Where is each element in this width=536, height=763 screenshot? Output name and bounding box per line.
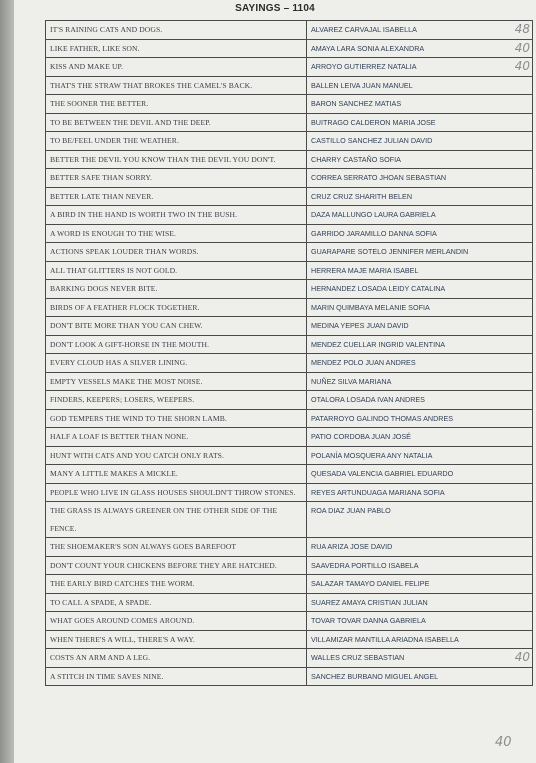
student-name-cell xyxy=(307,593,533,612)
saying-cell: WHEN THERE'S A WILL, THERE'S A WAY. xyxy=(46,630,307,649)
student-name-cell xyxy=(307,538,533,557)
table-row xyxy=(46,465,533,484)
table-row xyxy=(46,76,533,95)
saying-cell: DON'T BITE MORE THAN YOU CAN CHEW. xyxy=(46,317,307,336)
student-name: CHARRY CASTAÑO SOFIA xyxy=(311,154,401,164)
table-row xyxy=(46,95,533,114)
student-name: MEDINA YEPES JUAN DAVID xyxy=(311,321,409,330)
student-name-cell xyxy=(307,465,533,484)
saying-cell: THE GRASS IS ALWAYS GREENER ON THE OTHER SIDE OF THE FENCE. xyxy=(46,502,307,538)
table-row xyxy=(46,446,533,465)
sayings-table xyxy=(45,20,533,686)
student-name-cell xyxy=(307,261,533,280)
handwritten-grade: 48 xyxy=(514,22,530,36)
student-name: SANCHEZ BURBANO MIGUEL ANGEL xyxy=(311,671,439,681)
student-name-cell xyxy=(307,206,533,225)
student-name: BALLEN LEIVA JUAN MANUEL xyxy=(311,80,413,90)
student-name-cell xyxy=(307,224,533,243)
saying-cell: HUNT WITH CATS AND YOU CATCH ONLY RATS. xyxy=(46,446,307,465)
student-name-cell xyxy=(307,354,533,373)
saying-cell: A WORD IS ENOUGH TO THE WISE. xyxy=(46,224,307,243)
table-row xyxy=(46,187,533,206)
student-name-cell xyxy=(307,187,533,206)
table-row xyxy=(46,335,533,354)
saying-cell: TO CALL A SPADE, A SPADE. xyxy=(46,593,307,612)
saying-cell: DON'T COUNT YOUR CHICKENS BEFORE THEY ARE HATCHED. xyxy=(46,556,307,575)
student-name-cell xyxy=(307,335,533,354)
student-name: BARON SANCHEZ MATIAS xyxy=(311,99,402,108)
student-name-cell xyxy=(307,58,533,77)
saying-cell: BARKING DOGS NEVER BITE. xyxy=(46,280,307,299)
table-row xyxy=(46,428,533,447)
student-name-cell xyxy=(307,409,533,428)
table-row xyxy=(46,556,533,575)
student-name: HERNANDEZ LOSADA LEIDY CATALINA xyxy=(311,284,446,293)
saying-cell: EMPTY VESSELS MAKE THE MOST NOISE. xyxy=(46,372,307,391)
saying-cell: COSTS AN ARM AND A LEG. xyxy=(46,649,307,668)
student-name-cell xyxy=(307,446,533,465)
table-row xyxy=(46,630,533,649)
saying-cell: MANY A LITTLE MAKES A MICKLE. xyxy=(46,465,307,484)
saying-cell: GOD TEMPERS THE WIND TO THE SHORN LAMB. xyxy=(46,409,307,428)
student-name-cell xyxy=(307,169,533,188)
saying-cell: WHAT GOES AROUND COMES AROUND. xyxy=(46,612,307,631)
student-name-cell xyxy=(307,649,533,668)
table-row xyxy=(46,280,533,299)
table-row xyxy=(46,483,533,502)
saying-cell: THE SOONER THE BETTER. xyxy=(46,95,307,114)
student-name-cell xyxy=(307,317,533,336)
saying-cell: DON'T LOOK A GIFT-HORSE IN THE MOUTH. xyxy=(46,335,307,354)
student-name-cell xyxy=(307,502,533,538)
student-name-cell xyxy=(307,76,533,95)
student-name-cell xyxy=(307,391,533,410)
saying-cell: PEOPLE WHO LIVE IN GLASS HOUSES SHOULDN'T THROW STONES. xyxy=(46,483,307,502)
table-row xyxy=(46,243,533,262)
student-name: GARRIDO JARAMILLO DANNA SOFIA xyxy=(311,228,437,238)
table-row xyxy=(46,132,533,151)
saying-cell: EVERY CLOUD HAS A SILVER LINING. xyxy=(46,354,307,373)
student-name: DAZA MALLUNGO LAURA GABRIELA xyxy=(311,210,436,219)
table-row xyxy=(46,575,533,594)
table-row xyxy=(46,169,533,188)
table-row xyxy=(46,354,533,373)
saying-cell: BETTER LATE THAN NEVER. xyxy=(46,187,307,206)
student-name: MENDEZ POLO JUAN ANDRES xyxy=(311,358,416,367)
handwritten-grade: 40 xyxy=(514,59,530,73)
student-name: OTALORA LOSADA IVAN ANDRES xyxy=(311,395,425,404)
student-name: ARROYO GUTIERREZ NATALIA xyxy=(311,62,417,71)
student-name: VILLAMIZAR MANTILLA ARIADNA ISABELLA xyxy=(311,634,459,644)
saying-cell: A STITCH IN TIME SAVES NINE. xyxy=(46,667,307,686)
handwritten-grade: 40 xyxy=(514,40,530,55)
table-row xyxy=(46,261,533,280)
student-name: SUAREZ AMAYA CRISTIAN JULIAN xyxy=(311,597,428,607)
student-name-cell xyxy=(307,612,533,631)
student-name: PATIO CORDOBA JUAN JOSÉ xyxy=(311,432,411,441)
saying-cell: BETTER SAFE THAN SORRY. xyxy=(46,169,307,188)
student-name-cell xyxy=(307,280,533,299)
table-row xyxy=(46,538,533,557)
saying-cell: HALF A LOAF IS BETTER THAN NONE. xyxy=(46,428,307,447)
student-name: CRUZ CRUZ SHARITH BELEN xyxy=(311,191,413,201)
table-row xyxy=(46,21,533,40)
student-name: AMAYA LARA SONIA ALEXANDRA xyxy=(311,43,425,53)
table-row xyxy=(46,649,533,668)
student-name: PATARROYO GALINDO THOMAS ANDRES xyxy=(311,413,454,423)
student-name: MENDEZ CUELLAR INGRID VALENTINA xyxy=(311,339,446,349)
student-name: CASTILLO SANCHEZ JULIAN DAVID xyxy=(311,136,433,145)
table-row xyxy=(46,298,533,317)
student-name-cell xyxy=(307,243,533,262)
table-row xyxy=(46,502,533,538)
table-row xyxy=(46,113,533,132)
saying-cell: IT'S RAINING CATS AND DOGS. xyxy=(46,21,307,40)
handwritten-grade: 40 xyxy=(514,650,530,664)
student-name: QUESADA VALENCIA GABRIEL EDUARDO xyxy=(311,469,454,478)
saying-cell: BETTER THE DEVIL YOU KNOW THAN THE DEVIL YOU DON'T. xyxy=(46,150,307,169)
student-name: CORREA SERRATO JHOAN SEBASTIAN xyxy=(311,173,447,182)
saying-cell: THE EARLY BIRD CATCHES THE WORM. xyxy=(46,575,307,594)
student-name-cell xyxy=(307,630,533,649)
table-row xyxy=(46,667,533,686)
saying-cell: THAT'S THE STRAW THAT BROKES THE CAMEL'S BACK. xyxy=(46,76,307,95)
table-row xyxy=(46,372,533,391)
student-name-cell xyxy=(307,372,533,391)
table-row xyxy=(46,317,533,336)
document-title: SAYINGS – 1104 xyxy=(235,3,315,14)
student-name-cell xyxy=(307,556,533,575)
saying-cell: THE SHOEMAKER'S SON ALWAYS GOES BAREFOOT xyxy=(46,538,307,557)
handwritten-grade: 40 xyxy=(495,735,512,750)
table-row xyxy=(46,224,533,243)
student-name: POLANÍA MOSQUERA ANY NATALIA xyxy=(311,450,433,460)
student-name-cell xyxy=(307,428,533,447)
student-name-cell xyxy=(307,132,533,151)
saying-cell: BIRDS OF A FEATHER FLOCK TOGETHER. xyxy=(46,298,307,317)
student-name-cell xyxy=(307,150,533,169)
table-row xyxy=(46,391,533,410)
sayings-table-body xyxy=(46,21,533,686)
student-name: HERRERA MAJE MARIA ISABEL xyxy=(311,265,419,275)
student-name: BUITRAGO CALDERON MARIA JOSE xyxy=(311,117,436,127)
student-name-cell xyxy=(307,113,533,132)
student-name-cell xyxy=(307,575,533,594)
saying-cell: TO BE BETWEEN THE DEVIL AND THE DEEP. xyxy=(46,113,307,132)
table-row xyxy=(46,150,533,169)
student-name-cell xyxy=(307,667,533,686)
student-name: MARIN QUIMBAYA MELANIE SOFIA xyxy=(311,302,430,312)
saying-cell: ACTIONS SPEAK LOUDER THAN WORDS. xyxy=(46,243,307,262)
student-name-cell xyxy=(307,298,533,317)
saying-cell: ALL THAT GLITTERS IS NOT GOLD. xyxy=(46,261,307,280)
student-name-cell xyxy=(307,483,533,502)
student-name: REYES ARTUNDUAGA MARIANA SOFIA xyxy=(311,487,445,497)
saying-cell: TO BE/FEEL UNDER THE WEATHER. xyxy=(46,132,307,151)
student-name: TOVAR TOVAR DANNA GABRIELA xyxy=(311,616,426,625)
student-name-cell xyxy=(307,95,533,114)
student-name: GUARAPARE SOTELO JENNIFER MERLANDIN xyxy=(311,247,469,256)
saying-cell: A BIRD IN THE HAND IS WORTH TWO IN THE BUSH. xyxy=(46,206,307,225)
student-name: WALLES CRUZ SEBASTIAN xyxy=(311,653,405,662)
saying-cell: FINDERS, KEEPERS; LOSERS, WEEPERS. xyxy=(46,391,307,410)
saying-cell: KISS AND MAKE UP. xyxy=(46,58,307,77)
table-row xyxy=(46,409,533,428)
table-row xyxy=(46,593,533,612)
student-name-cell xyxy=(307,39,533,58)
table-row xyxy=(46,612,533,631)
student-name-cell xyxy=(307,21,533,40)
table-row xyxy=(46,206,533,225)
student-name: SALAZAR TAMAYO DANIEL FELIPE xyxy=(311,579,430,588)
student-name: ALVAREZ CARVAJAL ISABELLA xyxy=(311,25,417,34)
student-name: NUÑEZ SILVA MARIANA xyxy=(311,376,392,386)
student-name: RUA ARIZA JOSE DAVID xyxy=(311,542,393,551)
table-row xyxy=(46,58,533,77)
saying-cell: LIKE FATHER, LIKE SON. xyxy=(46,39,307,58)
paper-sheet xyxy=(14,0,536,763)
table-row xyxy=(46,39,533,58)
student-name: ROA DIAZ JUAN PABLO xyxy=(311,506,391,515)
student-name: SAAVEDRA PORTILLO ISABELA xyxy=(311,560,419,570)
